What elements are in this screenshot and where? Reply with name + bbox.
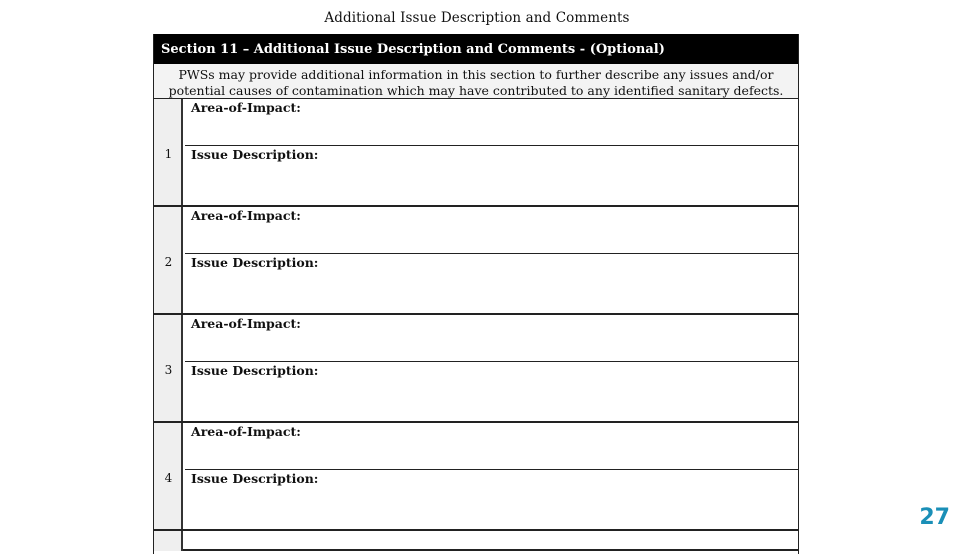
issue-number-cell bbox=[154, 531, 183, 551]
issue-description-label: Issue Description: bbox=[191, 363, 319, 378]
section-11-form bbox=[153, 34, 799, 554]
issue-row bbox=[154, 315, 798, 423]
area-of-impact-label: Area-of-Impact: bbox=[191, 424, 301, 439]
section-instructions-line-2: potential causes of contamination which may have contributed to any identified sanitary defects. bbox=[168, 82, 784, 98]
area-of-impact-label: Area-of-Impact: bbox=[191, 316, 301, 331]
page-number: 27 bbox=[919, 505, 950, 530]
issue-number: 1 bbox=[164, 147, 173, 161]
issue-description-field[interactable] bbox=[185, 470, 798, 529]
issue-number-cell bbox=[154, 423, 183, 529]
area-of-impact-field[interactable] bbox=[185, 423, 798, 470]
issue-description-label: Issue Description: bbox=[191, 471, 319, 486]
issue-row bbox=[154, 207, 798, 315]
area-of-impact-field[interactable] bbox=[185, 99, 798, 146]
issue-description-field[interactable] bbox=[185, 254, 798, 313]
issue-number-cell bbox=[154, 207, 183, 313]
issue-number: 3 bbox=[164, 363, 173, 377]
issue-number: 2 bbox=[164, 255, 173, 269]
issue-description-label: Issue Description: bbox=[191, 255, 319, 270]
area-of-impact-field[interactable] bbox=[185, 207, 798, 254]
area-of-impact-field[interactable] bbox=[185, 315, 798, 362]
document-title: Additional Issue Description and Comments bbox=[324, 10, 630, 26]
section-header: Section 11 – Additional Issue Description and Comments - (Optional) bbox=[154, 34, 798, 64]
issue-description-label: Issue Description: bbox=[191, 147, 319, 162]
issue-number-cell bbox=[154, 99, 183, 205]
issue-row-partial bbox=[154, 531, 798, 551]
area-of-impact-label: Area-of-Impact: bbox=[191, 100, 301, 115]
section-instructions bbox=[154, 64, 798, 99]
area-of-impact-label: Area-of-Impact: bbox=[191, 208, 301, 223]
issue-row bbox=[154, 99, 798, 207]
issue-row bbox=[154, 423, 798, 531]
issue-number: 4 bbox=[164, 471, 173, 485]
section-instructions-line-1: PWSs may provide additional information in this section to further describe any issues and/or bbox=[178, 67, 774, 82]
issue-description-field[interactable] bbox=[185, 146, 798, 205]
issue-number-cell bbox=[154, 315, 183, 421]
issue-description-field[interactable] bbox=[185, 362, 798, 421]
